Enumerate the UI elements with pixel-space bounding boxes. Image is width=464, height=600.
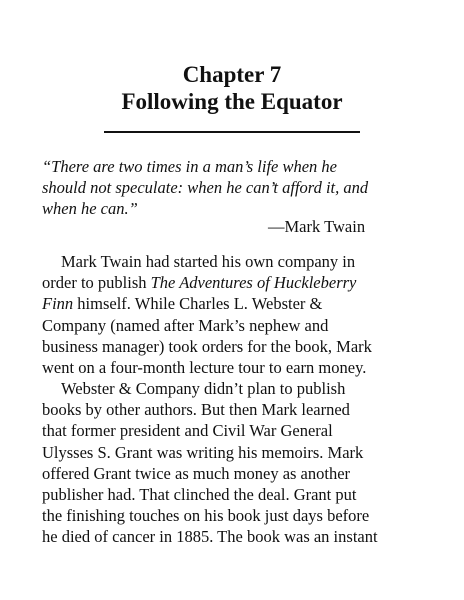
text-line: books by other authors. But then Mark learned — [42, 400, 350, 420]
chapter-number: Chapter 7 — [182, 62, 282, 87]
text-line: Webster & Company didn’t plan to publish — [61, 379, 346, 398]
paragraph-2 — [42, 378, 462, 548]
book-title-italic: Finn — [42, 294, 74, 314]
epigraph-line: when he can.” — [42, 199, 138, 218]
text-line: offered Grant twice as much money as another — [42, 463, 351, 483]
text-line — [42, 272, 462, 293]
text-run: order to publish — [42, 273, 151, 293]
text-line: Ulysses S. Grant was writing his memoirs. Mark — [42, 442, 364, 462]
title-divider — [104, 131, 360, 133]
text-line: he died of cancer in 1885. The book was an instant — [42, 527, 378, 547]
text-line: Mark Twain had started his own company in — [61, 252, 356, 271]
epigraph-attribution: —Mark Twain — [268, 217, 366, 236]
text-line: that former president and Civil War General — [42, 421, 333, 441]
text-line: went on a four-month lecture tour to earn money. — [42, 358, 367, 378]
text-line — [42, 293, 462, 314]
paragraph-1 — [42, 251, 462, 378]
text-line: the finishing touches on his book just days before — [42, 506, 370, 526]
text-line: Company (named after Mark’s nephew and — [42, 315, 329, 335]
epigraph-line: “There are two times in a man’s life when he — [42, 157, 338, 176]
book-title-italic: The Adventures of Huckleberry — [150, 273, 357, 293]
epigraph-quote — [42, 156, 442, 219]
chapter-title: Following the Equator — [121, 89, 343, 114]
text-line: publisher had. That clinched the deal. Grant put — [42, 485, 357, 505]
text-run: himself. While Charles L. Webster & — [73, 294, 323, 314]
text-line: business manager) took orders for the book, Mark — [42, 336, 372, 356]
epigraph-line: should not speculate: when he can’t afford it, and — [42, 178, 369, 197]
